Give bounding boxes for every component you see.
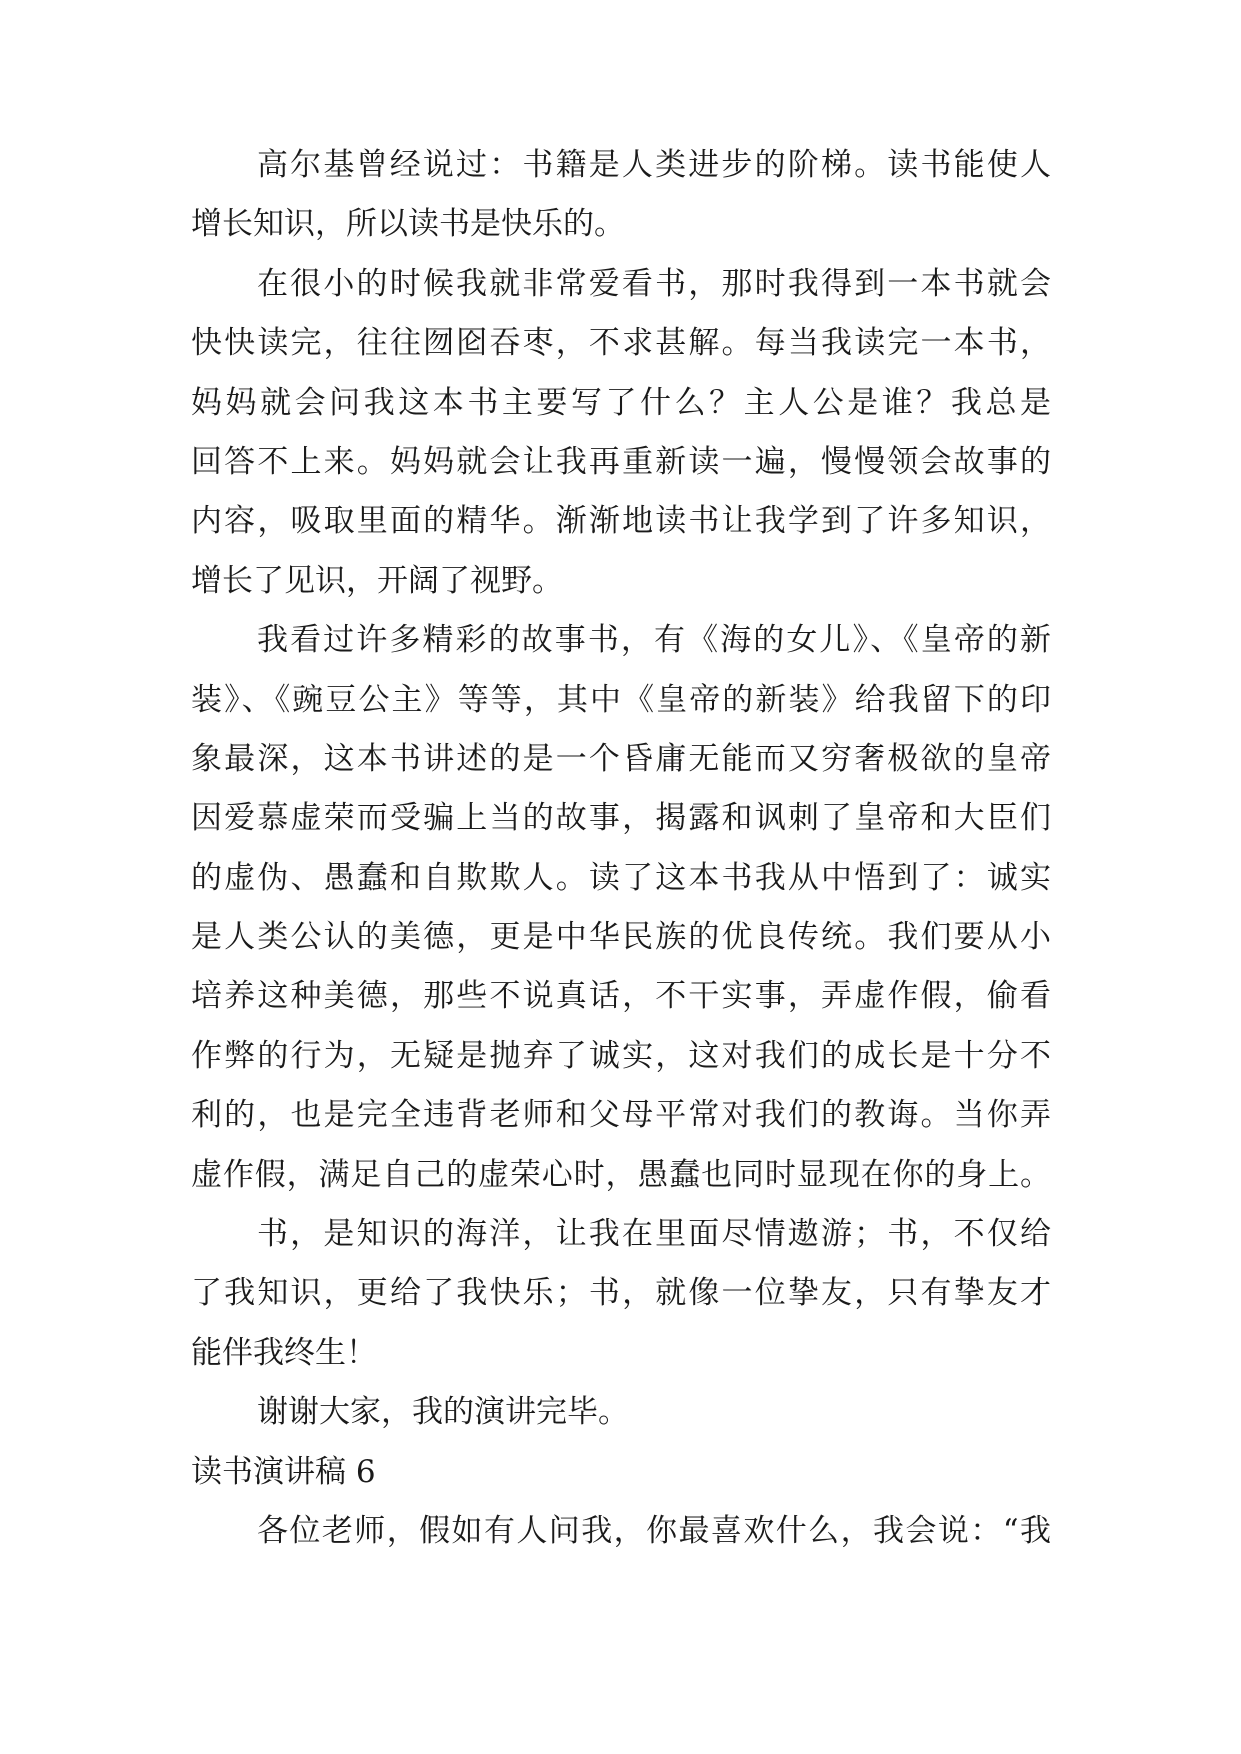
text-line: 装》、《豌豆公主》等等，其中《皇帝的新装》给我留下的印 [191,681,1051,718]
text-line: 的虚伪、愚蠢和自欺欺人。读了这本书我从中悟到了：诚实 [191,859,1051,896]
text-line: 象最深，这本书讲述的是一个昏庸无能而又穷奢极欲的皇帝 [191,740,1051,777]
text-line: 增长知识，所以读书是快乐的。 [191,206,625,243]
text-line: 回答不上来。妈妈就会让我再重新读一遍，慢慢领会故事的 [191,443,1051,480]
text-line: 能伴我终生！ [191,1334,377,1371]
text-line: 了我知识，更给了我快乐；书，就像一位挚友，只有挚友才 [191,1275,1051,1312]
text-line: 高尔基曾经说过：书籍是人类进步的阶梯。读书能使人 [257,147,1051,183]
text-line: 我看过许多精彩的故事书，有《海的女儿》、《皇帝的新 [257,622,1051,659]
text-line: 因爱慕虚荣而受骗上当的故事，揭露和讽刺了皇帝和大臣们 [191,800,1051,837]
section-heading: 读书演讲稿 6 [191,1453,376,1490]
text-line: 作弊的行为，无疑是抛弃了诚实，这对我们的成长是十分不 [191,1037,1051,1074]
text-line: 虚作假，满足自己的虚荣心时，愚蠢也同时显现在你的身上。 [191,1156,1051,1193]
text-line: 书，是知识的海洋，让我在里面尽情遨游；书，不仅给 [257,1216,1051,1253]
text-line: 各位老师，假如有人问我，你最喜欢什么，我会说：“我 [257,1512,1051,1549]
text-line: 快快读完，往往囫囵吞枣，不求甚解。每当我读完一本书， [191,325,1051,362]
text-line: 是人类公认的美德，更是中华民族的优良传统。我们要从小 [191,919,1051,956]
text-line: 谢谢大家，我的演讲完毕。 [257,1394,629,1431]
text-line: 增长了见识，开阔了视野。 [191,562,563,599]
text-line: 内容，吸取里面的精华。渐渐地读书让我学到了许多知识， [191,503,1051,540]
text-line: 利的，也是完全违背老师和父母平常对我们的教诲。当你弄 [191,1097,1051,1134]
document-body [191,136,1051,1561]
text-line: 妈妈就会问我这本书主要写了什么？主人公是谁？我总是 [191,384,1051,421]
text-line: 在很小的时候我就非常爱看书，那时我得到一本书就会 [257,265,1051,302]
text-line: 培养这种美德，那些不说真话，不干实事，弄虚作假，偷看 [191,978,1051,1015]
